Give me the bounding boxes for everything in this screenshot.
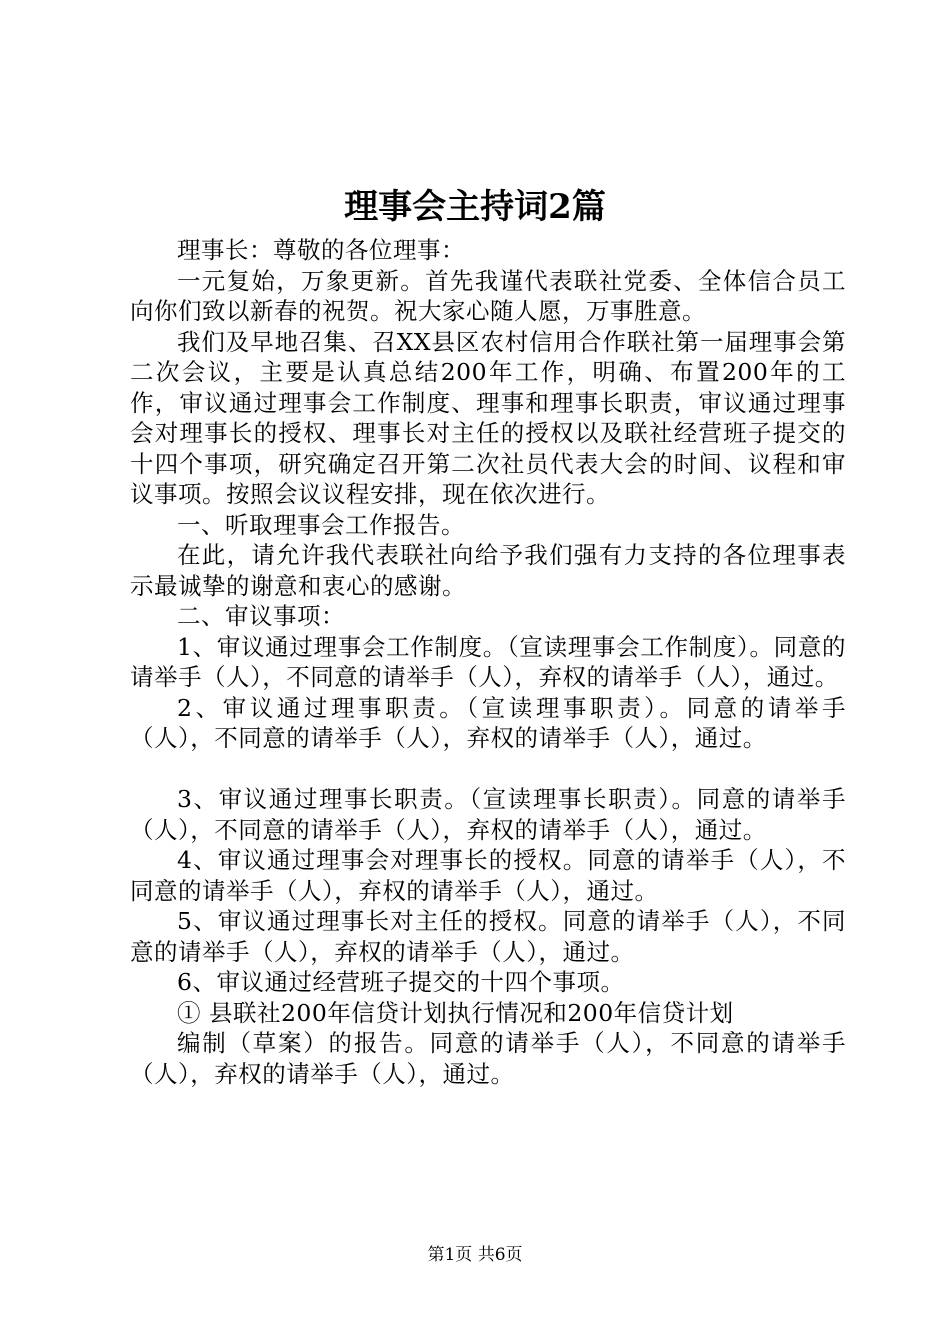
section-heading-report: 一、听取理事会工作报告。 bbox=[177, 510, 465, 539]
review-item-3: 3、审议通过理事长职责。（宣读理事长职责）。同意的请举手（人），不同意的请举手（人），弃权的请举手（人），通过。 bbox=[130, 785, 846, 844]
page-footer: 第1页 共6页 bbox=[427, 1245, 523, 1265]
review-item-4: 4、审议通过理事会对理事长的授权。同意的请举手（人），不同意的请举手（人），弃权的请举手（人），通过。 bbox=[130, 846, 846, 905]
paragraph-meeting-intro: 我们及早地召集、召XX县区农村信用合作联社第一届理事会第二次会议，主要是认真总结200年工作，明确、布置200年的工作，审议通过理事会工作制度、理事和理事长职责，审议通过理事会对理事长的授权、理事长对主任的授权以及联社经营班子提交的十四个事项，研究确定召开第二次社员代表大会的时间、议程和审议事项。按照会议议程安排，现在依次进行。 bbox=[130, 327, 846, 508]
document-title: 理事会主持词2篇 bbox=[344, 187, 606, 227]
paragraph-greeting: 一元复始，万象更新。首先我谨代表联社党委、全体信合员工向你们致以新春的祝贺。祝大家心随人愿，万事胜意。 bbox=[130, 266, 846, 325]
section-heading-review: 二、审议事项： bbox=[177, 602, 345, 630]
review-item-1: 1、审议通过理事会工作制度。（宣读理事会工作制度）。同意的请举手（人），不同意的请举手（人），弃权的请举手（人），通过。 bbox=[130, 632, 846, 691]
review-item-5: 5、审议通过理事长对主任的授权。同意的请举手（人），不同意的请举手（人），弃权的请举手（人），通过。 bbox=[130, 907, 846, 966]
paragraph-thanks: 在此，请允许我代表联社向给予我们强有力支持的各位理事表示最诚挚的谢意和衷心的感谢。 bbox=[130, 541, 846, 600]
review-item-6: 6、审议通过经营班子提交的十四个事项。 bbox=[177, 968, 625, 996]
salutation: 理事长：尊敬的各位理事： bbox=[177, 236, 465, 264]
review-item-2: 2、审议通过理事职责。（宣读理事职责）。同意的请举手（人），不同意的请举手（人），弃权的请举手（人），通过。 bbox=[130, 693, 846, 752]
blank-line bbox=[130, 754, 846, 785]
sub-item-1-continued: 编制（草案）的报告。同意的请举手（人），不同意的请举手（人），弃权的请举手（人），通过。 bbox=[130, 1029, 846, 1088]
document-body bbox=[130, 235, 846, 1089]
sub-item-1: ① 县联社200年信贷计划执行情况和200年信贷计划 bbox=[177, 998, 734, 1027]
